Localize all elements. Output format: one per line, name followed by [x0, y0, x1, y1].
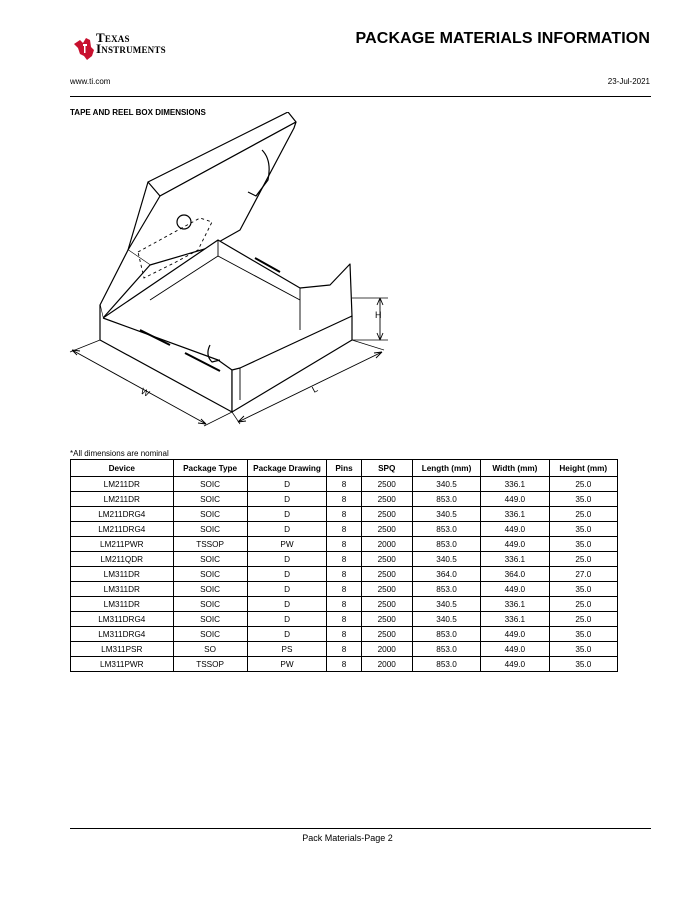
col-device: Device — [71, 460, 174, 477]
cell-pins: 8 — [327, 507, 361, 522]
cell-width: 449.0 — [481, 627, 549, 642]
cell-spq: 2500 — [361, 507, 412, 522]
cell-package-type: SOIC — [173, 522, 247, 537]
cell-height: 25.0 — [549, 597, 617, 612]
cell-device: LM311DR — [71, 597, 174, 612]
cell-package-drawing: D — [247, 567, 327, 582]
cell-package-drawing: PW — [247, 657, 327, 672]
table-row — [71, 657, 618, 672]
site-link[interactable]: www.ti.com — [70, 77, 111, 86]
cell-length: 853.0 — [412, 582, 480, 597]
cell-pins: 8 — [327, 492, 361, 507]
col-package-drawing: Package Drawing — [247, 460, 327, 477]
cell-height: 35.0 — [549, 582, 617, 597]
table-row — [71, 627, 618, 642]
footer-divider — [70, 828, 651, 829]
cell-length: 853.0 — [412, 492, 480, 507]
cell-spq: 2500 — [361, 492, 412, 507]
cell-device: LM311DR — [71, 582, 174, 597]
cell-width: 449.0 — [481, 537, 549, 552]
dim-l-label: L — [310, 383, 320, 395]
cell-height: 35.0 — [549, 657, 617, 672]
cell-package-drawing: D — [247, 612, 327, 627]
cell-device: LM211DR — [71, 477, 174, 492]
cell-spq: 2500 — [361, 552, 412, 567]
cell-device: LM211QDR — [71, 552, 174, 567]
logo-line2: Instruments — [96, 41, 166, 56]
cell-spq: 2000 — [361, 657, 412, 672]
cell-height: 25.0 — [549, 507, 617, 522]
col-height: Height (mm) — [549, 460, 617, 477]
cell-package-type: SOIC — [173, 552, 247, 567]
cell-device: LM311DRG4 — [71, 612, 174, 627]
cell-package-type: SOIC — [173, 627, 247, 642]
cell-length: 853.0 — [412, 657, 480, 672]
table-row — [71, 537, 618, 552]
cell-height: 27.0 — [549, 567, 617, 582]
cell-package-drawing: D — [247, 507, 327, 522]
cell-width: 336.1 — [481, 612, 549, 627]
cell-pins: 8 — [327, 552, 361, 567]
cell-length: 853.0 — [412, 537, 480, 552]
cell-height: 25.0 — [549, 477, 617, 492]
cell-height: 25.0 — [549, 552, 617, 567]
cell-package-type: TSSOP — [173, 537, 247, 552]
reel-box-diagram — [60, 112, 400, 432]
table-row — [71, 582, 618, 597]
cell-package-type: SOIC — [173, 597, 247, 612]
cell-width: 336.1 — [481, 552, 549, 567]
cell-package-drawing: D — [247, 627, 327, 642]
cell-length: 340.5 — [412, 552, 480, 567]
cell-spq: 2500 — [361, 612, 412, 627]
dim-w-label: W — [139, 385, 152, 399]
cell-device: LM211DRG4 — [71, 522, 174, 537]
section-title: TAPE AND REEL BOX DIMENSIONS — [70, 108, 206, 117]
cell-device: LM311PWR — [71, 657, 174, 672]
col-package-type: Package Type — [173, 460, 247, 477]
cell-width: 336.1 — [481, 477, 549, 492]
table-row — [71, 642, 618, 657]
cell-height: 25.0 — [549, 612, 617, 627]
table-row — [71, 477, 618, 492]
cell-pins: 8 — [327, 537, 361, 552]
cell-spq: 2500 — [361, 522, 412, 537]
cell-length: 853.0 — [412, 642, 480, 657]
table-row — [71, 507, 618, 522]
cell-pins: 8 — [327, 642, 361, 657]
cell-pins: 8 — [327, 477, 361, 492]
logo-line1: Texas — [96, 30, 130, 45]
cell-length: 853.0 — [412, 522, 480, 537]
cell-package-type: SOIC — [173, 567, 247, 582]
cell-package-drawing: PW — [247, 537, 327, 552]
cell-package-type: SOIC — [173, 477, 247, 492]
cell-height: 35.0 — [549, 642, 617, 657]
ti-logo-text — [96, 30, 166, 56]
cell-width: 364.0 — [481, 567, 549, 582]
page-title: PACKAGE MATERIALS INFORMATION — [355, 30, 650, 47]
table-row — [71, 567, 618, 582]
cell-height: 35.0 — [549, 492, 617, 507]
cell-width: 449.0 — [481, 492, 549, 507]
table-header-row — [71, 460, 618, 477]
table-row — [71, 492, 618, 507]
cell-package-type: SOIC — [173, 582, 247, 597]
header-divider — [70, 96, 651, 97]
table-row — [71, 612, 618, 627]
table-row — [71, 522, 618, 537]
cell-length: 340.5 — [412, 477, 480, 492]
col-width: Width (mm) — [481, 460, 549, 477]
cell-pins: 8 — [327, 582, 361, 597]
cell-package-drawing: D — [247, 522, 327, 537]
cell-width: 449.0 — [481, 522, 549, 537]
cell-package-type: SO — [173, 642, 247, 657]
cell-package-type: SOIC — [173, 507, 247, 522]
cell-package-drawing: D — [247, 597, 327, 612]
cell-package-type: SOIC — [173, 492, 247, 507]
col-pins: Pins — [327, 460, 361, 477]
cell-length: 364.0 — [412, 567, 480, 582]
cell-device: LM311PSR — [71, 642, 174, 657]
cell-length: 340.5 — [412, 612, 480, 627]
cell-spq: 2500 — [361, 477, 412, 492]
cell-package-drawing: PS — [247, 642, 327, 657]
cell-length: 340.5 — [412, 597, 480, 612]
cell-package-type: SOIC — [173, 612, 247, 627]
dim-h-label: H — [375, 310, 382, 320]
cell-package-drawing: D — [247, 582, 327, 597]
dimensions-table — [70, 459, 618, 672]
cell-device: LM211DR — [71, 492, 174, 507]
cell-length: 340.5 — [412, 507, 480, 522]
cell-package-type: TSSOP — [173, 657, 247, 672]
table-row — [71, 597, 618, 612]
cell-device: LM211DRG4 — [71, 507, 174, 522]
cell-length: 853.0 — [412, 627, 480, 642]
page-footer: Pack Materials-Page 2 — [302, 833, 393, 843]
dimensions-note: *All dimensions are nominal — [70, 449, 169, 458]
cell-device: LM311DR — [71, 567, 174, 582]
cell-package-drawing: D — [247, 552, 327, 567]
cell-device: LM211PWR — [71, 537, 174, 552]
cell-height: 35.0 — [549, 522, 617, 537]
cell-spq: 2500 — [361, 597, 412, 612]
cell-width: 449.0 — [481, 657, 549, 672]
cell-pins: 8 — [327, 627, 361, 642]
cell-pins: 8 — [327, 522, 361, 537]
cell-spq: 2500 — [361, 582, 412, 597]
cell-height: 35.0 — [549, 537, 617, 552]
cell-spq: 2000 — [361, 537, 412, 552]
col-length: Length (mm) — [412, 460, 480, 477]
cell-spq: 2500 — [361, 627, 412, 642]
cell-pins: 8 — [327, 597, 361, 612]
cell-pins: 8 — [327, 567, 361, 582]
col-spq: SPQ — [361, 460, 412, 477]
cell-spq: 2500 — [361, 567, 412, 582]
cell-width: 336.1 — [481, 507, 549, 522]
cell-package-drawing: D — [247, 492, 327, 507]
cell-package-drawing: D — [247, 477, 327, 492]
cell-device: LM311DRG4 — [71, 627, 174, 642]
cell-spq: 2000 — [361, 642, 412, 657]
cell-width: 449.0 — [481, 642, 549, 657]
cell-pins: 8 — [327, 657, 361, 672]
table-row — [71, 552, 618, 567]
cell-pins: 8 — [327, 612, 361, 627]
cell-width: 336.1 — [481, 597, 549, 612]
document-date: 23-Jul-2021 — [607, 77, 650, 86]
cell-height: 35.0 — [549, 627, 617, 642]
cell-width: 449.0 — [481, 582, 549, 597]
